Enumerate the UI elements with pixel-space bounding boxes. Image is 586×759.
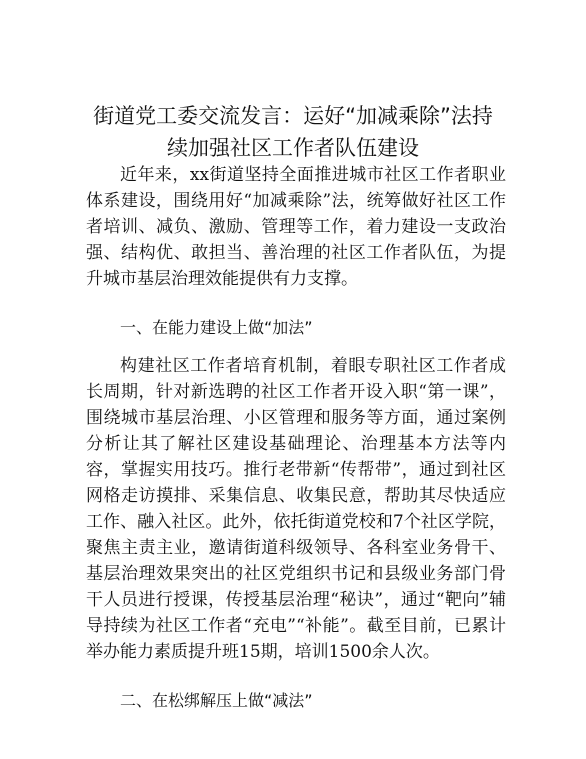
section2-heading: 二、在松绑解压上做“减法” <box>120 691 313 710</box>
section1-heading: 一、在能力建设上做“加法” <box>120 318 313 337</box>
document-body <box>86 162 506 726</box>
document-title: 街道党工委交流发言：运好“加减乘除”法持续加强社区工作者队伍建设 <box>93 104 493 160</box>
paragraph-gap <box>86 292 506 304</box>
intro-paragraph: 近年来，xx街道坚持全面推进城市社区工作者职业体系建设，围绕用好“加减乘除”法，统筹做好社区工作者培训、减负、激励、管理等工作，着力建设一支政治强、结构优、敢担当、善治理的社区工作者队伍，为提升城市基层治理效能提供有力支撑。 <box>86 165 506 289</box>
paragraph-gap <box>86 665 506 677</box>
section1-paragraph: 构建社区工作者培育机制，着眼专职社区工作者成长周期，针对新选聘的社区工作者开设入职“第一课”，围绕城市基层治理、小区管理和服务等方面，通过案例分析让其了解社区建设基础理论、治理基本方法等内容，掌握实用技巧。推行老带新“传帮带”，通过到社区网格走访摸排、采集信息、收集民意，帮助其尽快适应工作、融入社区。此外，依托街道党校和7个社区学院，聚焦主责主业，邀请街道科级领导、各科室业务骨干、基层治理效果突出的社区党组织书记和县级业务部门骨干人员进行授课，传授基层治理“秘诀”，通过“靶向”辅导持续为社区工作者“充电”“补能”。截至目前，已累计举办能力素质提升班15期，培训1500余人次。 <box>86 356 506 662</box>
